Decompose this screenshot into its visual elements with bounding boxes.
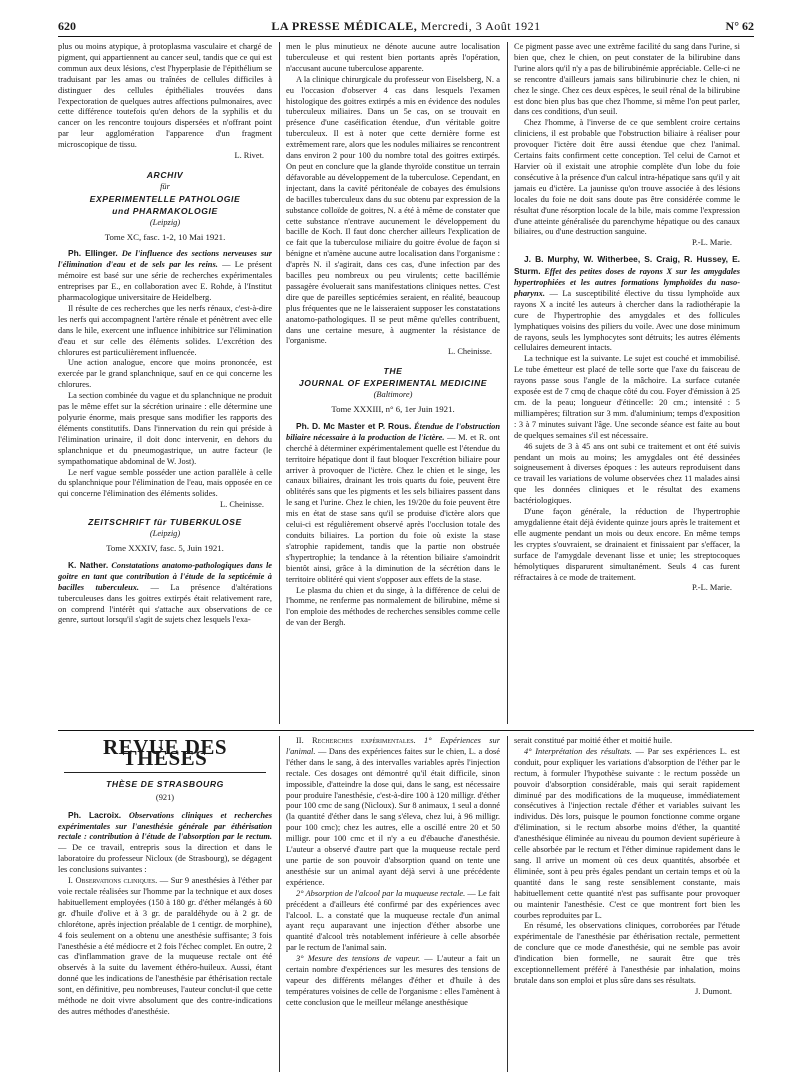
paragraph	[286, 889, 500, 954]
article-title: Effet des petites doses de rayons X sur les amygdales hypertrophiées et les autres formations lymphoïdes du naso-pharynx.	[514, 267, 740, 298]
paragraph: plus ou moins atypique, à protoplasma vasculaire et chargé de pigment, qui appartiennent au cancer seul, tandis que ce qui est commun aux deux lésions, c'est l'hyperplasie de l'épithélium se traduisant par les amas ou traînées de cellules difficiles à distinguer des cellules épithéliales trouvées dans l'expectoration de quelques autres affections pulmonaires, avec cette différence toutefois qu'en dehors de la syphilis et du cancer on les rencontre toujours dispersées et n'offrant point par leur agglomération l'apparence d'un fragment microscopique de tissu.	[58, 42, 272, 150]
journal-tome: Tome XXXIV, fasc. 5, Juin 1921.	[106, 542, 224, 553]
abstract-lacroix	[58, 810, 272, 876]
title-underline	[64, 772, 266, 773]
issue-number: N° 62	[725, 19, 754, 33]
section-text: — Dans des expériences faites sur le chien, L. a dosé l'éther dans le sang, à des intervalles variables après l'injection rectale. Ces dosages ont démontré qu'il était difficile, sinon impossible, d'atteindre la dose qui, dans le sang, est nécessaire pour produire l'anesthésie, c'est-à-dire 100 à 120 milligr. d'éther pour 100 cmc de sang (Nicloux). Sur 8 animaux, 1 seul a donné (la quantité d'éther dans le sang s'éleva, chez lui, à 96 milligr. pour 100 cmc); chez les autres, elle a oscillé entre 20 et 50 milligr. pour 100 cmc et il n'y a eu d'ébauche d'anesthésie. L'auteur a observé d'autre part que la muqueuse rectale perd une partie de son pouvoir d'absorption quand on tente une anesthésie sur un animal ayant déjà servi à une précédente expérience.	[286, 746, 500, 887]
section-text: — L'auteur a fait un certain nombre d'expériences sur les mesures des tensions de vapeur des différents mélanges d'éther et d'huile à des températures voisines de celle de l'organisme : elles l'amènent à cette conclusion que le meilleur mélange anesthésique	[286, 954, 500, 1007]
upper-column-2	[286, 42, 500, 724]
journal-heading-sub2: und PHARMAKOLOGIE	[112, 205, 218, 216]
page-header	[58, 20, 754, 37]
lower-column-3	[514, 736, 740, 1072]
signature: L. Rivet.	[234, 151, 264, 161]
paragraph: 46 sujets de 3 à 45 ans ont subi ce traitement et ont été suivis pendant un mois au moins; les amygdales ont été dessinées soigneusement à diverses époques : les auteurs reproduisent dans ce travail les variations de volume observées chez 11 malades ainsi que les données cliniques et le résultat des examens bactériologiques.	[514, 441, 740, 506]
column-divider	[507, 42, 508, 724]
column-divider	[279, 736, 280, 1072]
paragraph: Le plasma du chien et du singe, à la différence de celui de l'homme, ne renferme pas normalement de bilirubine, même si l'on emploie des méthodes de recherches sensibles comme celle de van der Bergh.	[286, 585, 500, 628]
paragraph: En résumé, les observations cliniques, corroborées par l'étude expérimentale de l'anesthésie par éthérisation rectale, permettent de conclure que ce mode d'anesthésie, qui ne semble pas avoir d'indication bien formelle, ne saurait être que très exceptionnellement préféré à l'anesthésie par inhalation, moins brutale dans son emploi et plus sûre dans ses résultats.	[514, 921, 740, 985]
journal-heading: ARCHIV	[146, 169, 184, 180]
abstract-murphy	[514, 254, 740, 354]
issue-date: Mercredi, 3 Août 1921	[420, 19, 541, 33]
column-divider	[507, 736, 508, 1072]
section-title: REVUE DES THÈSES	[102, 736, 228, 770]
paragraph: Ce pigment passe avec une extrême facilité du sang dans l'urine, si bien que, chez le chien, on peut constater de la bilirubine dans l'urine alors qu'il n'y a pas de bilirubinémie appréciable. Celle-ci ne se rencontre d'ailleurs jamais sans bilirubinurie chez le chien, ni chez le singe. Chez ces deux espèces, le seuil rénal de la bilirubine est donc bien plus bas que chez l'homme, si même l'on peut parler, dans ces conditions, d'un seuil.	[514, 42, 740, 117]
paragraph: La technique est la suivante. Le sujet est couché et immobilisé. Le tube émetteur est placé de telle sorte que l'axe du faisceau de rayons passe sous l'angle de la mâchoire. La surface cutanée exposée est de 7 cmq de chaque côté du cou. Foyer d'émission à 25 cm. de la peau; longueur d'étincelle: 20 cm.; intensité : 5 milliampères; filtration sur 3 mm. d'aluminium; temps d'exposition : 3 à 7 minutes suivant l'âge. Une seconde séance est faite au bout de quelques semaines s'il est nécessaire.	[514, 354, 740, 440]
upper-column-1	[58, 42, 272, 724]
journal-tome: Tome XXXIII, n° 6, 1er Juin 1921.	[331, 404, 455, 414]
lower-column-1	[58, 736, 272, 1072]
author: Ph. Lacroix.	[68, 809, 122, 820]
article-title: Observations cliniques et recherches expérimentales sur l'anesthésie générale par éthérisation rectale : contribution à l'étude de l'absorption par le rectum.	[58, 810, 272, 842]
journal-heading: JOURNAL OF EXPERIMENTAL MEDICINE	[298, 378, 488, 389]
lower-column-2	[286, 736, 500, 1072]
abstract-mcmaster	[286, 421, 500, 586]
signature: L. Cheinisse.	[448, 347, 492, 357]
article-title: De l'influence des sections nerveuses sur l'élimination d'eau et de sels par les reins.	[58, 249, 272, 270]
page-number: 620	[58, 19, 76, 33]
journal-heading: ZEITSCHRIFT für TUBERKULOSE	[88, 517, 242, 528]
journal-heading-fur: für	[160, 181, 170, 191]
paragraph	[286, 954, 500, 1009]
signature: P.-L. Marie.	[691, 238, 732, 248]
paragraph: A la clinique chirurgicale du professeur von Eiselsberg, N. a eu l'occasion d'observer 4 cas dans lesquels l'examen histologique des goitres extirpés a mis en évidence des nodules tuberculeux miliaires. Dans un 5e cas, on se trouvait en présence d'une caséification étendue, d'un véritable goitre tuberculeux. Il est à noter que cette dernière forme est extrêmement rare, alors que les nodules miliaires se rencontrent dans environ 2 pour 100 du nombre total des goitres extirpés. On peut en conclure que la glande thyroïde constitue un terrain défavorable au développement de la tuberculose. Cependant, en injectant, dans la cavité péritonéale de cobayes des émulsions de bacilles tuberculeux dans du suc obtenu par expression de la substance colloïde de goitres, N. a été à même de constater que cette substance n'entrave aucunement le développement du bacille de Koch. Il faut donc chercher ailleurs l'explication de ce fait que la tuberculose miliaire du goitre évolue de façon si bénigne et n'amène aucune autre localisation dans l'organisme : d'après N. il s'agirait, dans ces cas, d'une infection par des bacilles peu nombreux ou peu virulents; cette bacillémie passagère évoluerait sans manifestations cliniques nettes. C'est dire que de pareilles septicémies seraient, en réalité, beaucoup plus fréquentes que ne le laisseraient supposer les constatations anatomo-pathologiques. Il se peut même qu'elles contribuent, dans une certaine mesure, à augmenter la résistance de l'organisme.	[286, 74, 500, 346]
paragraph	[514, 747, 740, 922]
signature: J. Dumont.	[695, 986, 732, 996]
abstract-text: — M. et R. ont cherché à déterminer expérimentalement quelle est l'étendue du territoire hépatique dont il faut bloquer l'excrétion biliaire pour arriver à provoquer de l'ictère. Chez le chien et le singe, les canaux biliaires, drainant les trois quarts du foie, peuvent être oblitérés sans que les pigments et les sels biliaires passent dans le sang et l'urine. Chez le chien, les 19/20e du foie peuvent être mis en état de stase sans qu'il se produise d'ictère alors que celui-ci est régulièrement observé après l'occlusion totale des conduits biliaires. La portion du foie où existe la stase s'atrophie rapidement, tandis que la partie non obstruée s'hypertrophie; la tendance à la rétention biliaire s'amoindrit bientôt ainsi, grâce à la diminution de la sécrétion dans le territoire oblitéré qui vient s'opposer aux effets de la stase.	[286, 432, 500, 584]
column-divider	[279, 42, 280, 724]
article-title: Constatations anatomo-pathologiques dans le goitre en tant que contribution à l'étude de la septicémie à bacilles tuberculeux.	[58, 560, 272, 592]
section-text: — Par ses expériences L. est conduit, pour expliquer les variations d'absorption de l'éther par le rectum, à formuler l'hypothèse suivante : le rectum possède un pouvoir d'absorption considérable, mais qui serait rapidement diminué par des modifications de la muqueuse, immédiatement consécutives à l'injection rectale d'éther et variables suivant les individus. Dès lors, puisque le poumon fonctionne comme organe d'élimination, si le rectum absorbe moins d'éther, la quantité d'anesthésique éliminée au niveau du poumon devient supérieure à celle absorbée par le rectum et l'éther diminue rapidement dans le sang. Il arrive un moment où ces deux quantités, absorbée et éliminée, sont à peu près égales pendant un certain temps et où la quantité dans le sang reste sensiblement constante, mais habituellement cette quantité n'est pas suffisante pour provoquer ou maintenir l'anesthésie. C'est ce que montrent fort bien les courbes reproduites par L.	[514, 746, 740, 920]
paragraph: D'une façon générale, la réduction de l'hypertrophie amygdalienne était déjà évidente quinze jours après le traitement et elle augmente pendant un mois ou deux encore. En même temps les cryptes s'ouvraient, se drainaient et finissaient par s'effacer, la surface de l'amygdale devenant lisse et unie; les streptocoques hémolytiques disparurent simultanément. Seuls 4 cas furent réfractaires à ce mode de traitement.	[514, 507, 740, 582]
abstract-ellinger	[58, 248, 272, 304]
thesis-year: (921)	[155, 792, 175, 802]
section-label: I. Observations cliniques.	[68, 876, 158, 886]
paragraph	[286, 736, 500, 889]
paragraph: Une action analogue, encore que moins prononcée, est exercée par le grand splanchnique, sauf en ce qui concerne les chlorures.	[58, 358, 272, 390]
subsection-label: 4° Interprétation des résultats.	[524, 746, 632, 756]
paragraph: serait constitué par moitié éther et moitié huile.	[514, 736, 673, 745]
author: K. Nather.	[68, 559, 109, 570]
journal-place: (Baltimore)	[373, 390, 413, 400]
journal-heading-the: THE	[383, 366, 403, 377]
section-label: II. Recherches expérimentales.	[296, 736, 416, 745]
author: Ph. D. Mc Master et P. Rous.	[296, 420, 412, 431]
author: J. B. Murphy, W. Witherbee, S. Craig, R. Hussey, E. Sturm.	[514, 254, 740, 277]
thesis-faculty: THÈSE DE STRASBOURG	[106, 778, 224, 789]
section-text: — Le fait précédent a d'ailleurs été confirmé par des expériences avec l'alcool. L. a constaté que la muqueuse rectale d'un animal ayant reçu auparavant une injection d'éther absorbe une quantité d'alcool très notablement inférieure à celle absorbée par le rectum de l'animal sain.	[286, 888, 500, 953]
journal-title: LA PRESSE MÉDICALE,	[271, 19, 418, 33]
abstract-text: — Le présent mémoire est basé sur une série de recherches expérimentales entreprises par E., en collaboration avec E. Rohde, à l'Institut pharmacologique universitaire de Heidelberg.	[58, 260, 272, 303]
journal-tome: Tome XC, fasc. 1-2, 10 Mai 1921.	[104, 231, 226, 242]
abstract-text: — La susceptibilité élective du tissu lymphoïde aux rayons X a incité les auteurs à chercher dans la radiothérapie la cure de l'hypertrophie des amygdales et des follicules lymphatiques voisins des piliers du voile. Avec une dose minimum de rayons, seuls les lymphocytes sont détruits; les autres éléments cellulaires demeurent intacts.	[514, 288, 740, 353]
subsection-label: 2° Absorption de l'alcool par la muqueuse rectale.	[296, 888, 466, 898]
author: Ph. Ellinger.	[68, 248, 118, 259]
subsection-label: 1° Expériences sur l'animal.	[286, 736, 500, 756]
journal-place: (Leipzig)	[149, 217, 181, 227]
signature: P.-L. Marie.	[691, 583, 732, 593]
upper-column-3	[514, 42, 740, 724]
paragraph: Le nerf vague semble posséder une action parallèle à celle du splanchnique pour l'élimination de l'eau, mais opposée en ce qui concerne l'élimination des éléments solides.	[58, 467, 272, 499]
journal-place: (Leipzig)	[149, 529, 181, 539]
section-text: — Sur 9 anesthésies à l'éther par voie rectale réalisées sur l'homme par la technique et aux doses habituellement employées (150 à 180 gr. d'éther mélangés à 60 gr. d'huile d'olive et à 3 gr. de paraldéhyde ou à 2 gr. de chlorétone, après injection préalable de 1 centigr. de morphine), 4 fois seulement on a obtenu une anesthésie suffisante; 3 fois l'anesthésie a été médiocre et 2 fois l'échec complet. En outre, 2 cas d'inflammation grave de la muqueuse rectale ont été observés à la suite du lavement éthéro-huileux. Aussi, étant donné que les indications de l'anesthésie par éthérisation rectale sont, en définitive, peu nombreuses, l'auteur conclut-il que cette méthode ne doit vivre absolument que des contre-indications des autres méthodes d'anesthésie.	[58, 876, 272, 1016]
section-divider	[58, 730, 754, 731]
paragraph: Il résulte de ces recherches que les nerfs rénaux, c'est-à-dire les nerfs qui accompagnent l'artère rénale et pénètrent avec elle dans le hile, exercent une influence inhibitrice sur l'élimination d'eau et sur celle des éléments solides. L'excrétion des chlorures est particulièrement influencée.	[58, 303, 272, 357]
subsection-label: 3° Mesure des tensions de vapeur.	[296, 954, 421, 964]
running-title	[58, 21, 754, 32]
abstract-text: — La présence d'altérations tuberculeuses dans les goitres extirpés était relativement rare, on comprend l'intérêt qui s'attache aux observations de ce genre, surtout lorsqu'il s'agit de sujets chez lesquels l'exa-	[58, 582, 272, 625]
paragraph: men le plus minutieux ne dénote aucune autre localisation tuberculeuse et qui restent bien portants après l'opération, n'accusant aucune tuberculose apparente.	[286, 42, 500, 73]
signature: L. Cheinisse.	[220, 500, 264, 510]
abstract-text: — De ce travail, entrepris sous la direction et dans le laboratoire du professeur Nicloux (de Strasbourg), se dégagent les conclusions suivantes :	[58, 843, 272, 875]
paragraph: La section combinée du vague et du splanchnique ne produit pas le même effet sur la sécrétion urinaire : elle détermine une polyurie énorme, mais presque sans modifier les rapports des éléments constitutifs. Dans l'innervation du rein qui préside à l'élimination urinaire, il doit donc intervenir, en dehors du splanchnique et du pneumogastrique, un autre facteur (le sympathomatique abdominal de W. Jost).	[58, 391, 272, 466]
journal-heading-sub: EXPERIMENTELLE PATHOLOGIE	[89, 193, 241, 204]
abstract-nather	[58, 560, 272, 626]
paragraph	[58, 876, 272, 1018]
article-title: Étendue de l'obstruction biliaire nécessaire à la production de l'ictère.	[286, 421, 500, 442]
paragraph: Chez l'homme, à l'inverse de ce que semblent croire certains cliniciens, il est probable que l'obstruction biliaire à réaliser pour provoquer l'ictère doit être aussi étendue que chez l'animal. Certains faits confirment cette conception. Tel celui de Carnot et Harvier où il existait une atrophie complète d'un lobe du foie consécutive à la présence d'un calcul intra-hépatique sans qu'il y ait jamais eu d'ictère. La jaunisse qu'on trouve associée à des lésions locales du foie ne doit sans doute pas être considérée comme le résultat d'une résorption locale de la bile, mais comme l'expression d'une atteinte généralisée du parenchyme hépatique ou des canaux biliaires, ou d'une destruction sanguine.	[514, 118, 740, 237]
